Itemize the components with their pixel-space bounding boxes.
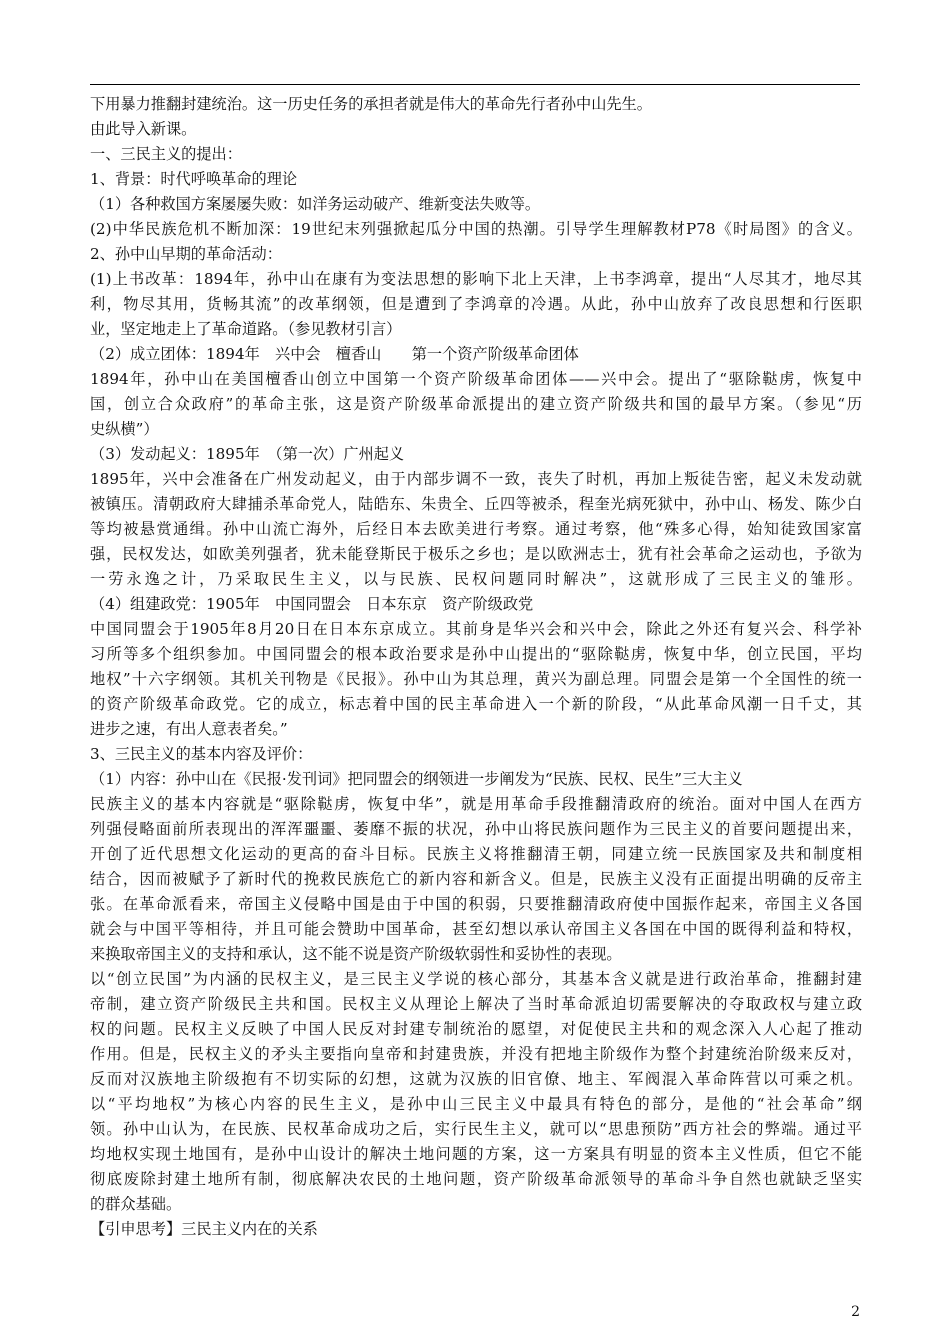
text-line: 均地权实现土地国有，是孙中山设计的解决土地问题的方案，这一方案具有明显的资本主义性质，但它不能 [90, 1145, 862, 1163]
text-line: 来换取帝国主义的支持和承认，这不能不说是资产阶级软弱性和妥协性的表现。 [90, 945, 622, 963]
text-line: 权的问题。民权主义反映了中国人民反对封建专制统治的愿望，对促使民主共和的观念深入人心起了推动 [90, 1020, 862, 1038]
text-line: 习所等多个组织参加。中国同盟会的根本政治要求是孙中山提出的“驱除鞑虏，恢复中华，创立民国，平均 [90, 645, 862, 663]
text-line: （1）各种救国方案屡屡失败：如洋务运动破产、维新变法失败等。 [90, 195, 541, 213]
text-line: （3）发动起义：1895年 （第一次）广州起义 [90, 445, 405, 463]
text-line: 以“平均地权”为核心内容的民生主义，是孙中山三民主义中最具有特色的部分，是他的“社会革命”纲 [90, 1095, 862, 1113]
text-line: 2、孙中山早期的革命活动： [90, 245, 282, 263]
text-line: 1、背景：时代呼唤革命的理论 [90, 170, 298, 188]
text-line: 结合，因而被赋予了新时代的挽救民族危亡的新内容和新含义。但是，民族主义没有正面提出明确的反帝主 [90, 870, 862, 888]
text-line: 进步之速，有出人意表者矣。” [90, 720, 288, 738]
text-line: 反而对汉族地主阶级抱有不切实际的幻想，这就为汉族的旧官僚、地主、军阀混入革命阵营以可乘之机。 [90, 1070, 862, 1088]
text-line: （1）内容：孙中山在《民报·发刊词》把同盟会的纲领进一步阐发为“民族、民权、民生”三大主义 [90, 770, 743, 788]
text-line: 下用暴力推翻封建统治。这一历史任务的承担者就是伟大的革命先行者孙中山先生。 [90, 95, 652, 113]
text-line: 【引申思考】三民主义内在的关系 [90, 1220, 318, 1238]
text-line: 1894年，孙中山在美国檀香山创立中国第一个资产阶级革命团体——兴中会。提出了“驱除鞑虏，恢复中 [90, 370, 862, 388]
text-line: 作用。但是，民权主义的矛头主要指向皇帝和封建贵族，并没有把地主阶级作为整个封建统治阶级来反对， [90, 1045, 862, 1063]
text-line: 等均被悬赏通缉。孙中山流亡海外，后经日本去欧美进行考察。通过考察，他“殊多心得，始知徒致国家富 [90, 520, 862, 538]
text-line: 3、三民主义的基本内容及评价： [90, 745, 313, 763]
text-line: 1895年，兴中会准备在广州发动起义，由于内部步调不一致，丧失了时机，再加上叛徒告密，起义未发动就 [90, 470, 862, 488]
text-line: 以“创立民国”为内涵的民权主义，是三民主义学说的核心部分，其基本含义就是进行政治革命，推翻封建 [90, 970, 862, 988]
text-line: 领。孙中山认为，在民族、民权革命成功之后，实行民生主义，就可以“思患预防”西方社会的弊端。通过平 [90, 1120, 862, 1138]
text-line: 国，创立合众政府”的革命主张，这是资产阶级革命派提出的建立资产阶级共和国的最早方案。（参见“历 [90, 395, 862, 413]
text-line: 民族主义的基本内容就是“驱除鞑虏，恢复中华”，就是用革命手段推翻清政府的统治。面对中国人在西方 [90, 795, 862, 813]
text-line: 张。在革命派看来，帝国主义侵略中国是由于中国的积弱，只要推翻清政府使中国振作起来，帝国主义各国 [90, 895, 862, 913]
text-line: 利，物尽其用，货畅其流”的改革纲领，但是遭到了李鸿章的冷遇。从此，孙中山放弃了改良思想和行医职 [90, 295, 862, 313]
text-line: 的资产阶级革命政党。它的成立，标志着中国的民主革命进入一个新的阶段，“从此革命风潮一日千丈，其 [90, 695, 862, 713]
text-line: 彻底废除封建土地所有制，彻底解决农民的土地问题，资产阶级革命派领导的革命斗争自然也就缺乏坚实 [90, 1170, 862, 1188]
text-line: (2)中华民族危机不断加深：19世纪末列强掀起瓜分中国的热潮。引导学生理解教材P78《时局图》的含义。 [90, 220, 862, 238]
text-line: 帝制，建立资产阶级民主共和国。民权主义从理论上解决了当时革命派迫切需要解决的夺取政权与建立政 [90, 995, 862, 1013]
text-line: （2）成立团体：1894年 兴中会 檀香山 第一个资产阶级革命团体 [90, 345, 579, 363]
text-line: 一劳永逸之计，乃采取民生主义，以与民族、民权问题同时解决”，这就形成了三民主义的雏形。 [90, 570, 862, 588]
text-line: 业，坚定地走上了革命道路。（参见教材引言） [90, 320, 402, 338]
text-line: 一、三民主义的提出： [90, 145, 242, 163]
page-number: 2 [851, 1304, 860, 1320]
document-body [90, 92, 862, 1242]
text-line: （4）组建政党：1905年 中国同盟会 日本东京 资产阶级政党 [90, 595, 534, 613]
text-line: 史纵横”） [90, 420, 159, 438]
text-line: 列强侵略面前所表现出的浑浑噩噩、萎靡不振的状况，孙中山将民族问题作为三民主义的首要问题提出来， [90, 820, 862, 838]
text-line: 地权”十六字纲领。其机关刊物是《民报》。孙中山为其总理，黄兴为副总理。同盟会是第一个全国性的统一 [90, 670, 862, 688]
text-line: 由此导入新课。 [90, 120, 197, 138]
text-line: 被镇压。清朝政府大肆捕杀革命党人，陆皓东、朱贵全、丘四等被杀，程奎光病死狱中，孙中山、杨发、陈少白 [90, 495, 862, 513]
text-line: (1)上书改革：1894年，孙中山在康有为变法思想的影响下北上天津，上书李鸿章，提出“人尽其才，地尽其 [90, 270, 862, 288]
text-line: 就会与中国平等相待，并且可能会赞助中国革命，甚至幻想以承认帝国主义各国在中国的既得利益和特权， [90, 920, 862, 938]
text-line: 强，民权发达，如欧美列强者，犹未能登斯民于极乐之乡也；是以欧洲志士，犹有社会革命之运动也，予欲为 [90, 545, 862, 563]
header-rule [90, 84, 860, 85]
text-line: 中国同盟会于1905年8月20日在日本东京成立。其前身是华兴会和兴中会，除此之外还有复兴会、科学补 [90, 620, 862, 638]
text-line: 开创了近代思想文化运动的更高的奋斗目标。民族主义将推翻清王朝，同建立统一民族国家及共和制度相 [90, 845, 862, 863]
text-line: 的群众基础。 [90, 1195, 182, 1213]
